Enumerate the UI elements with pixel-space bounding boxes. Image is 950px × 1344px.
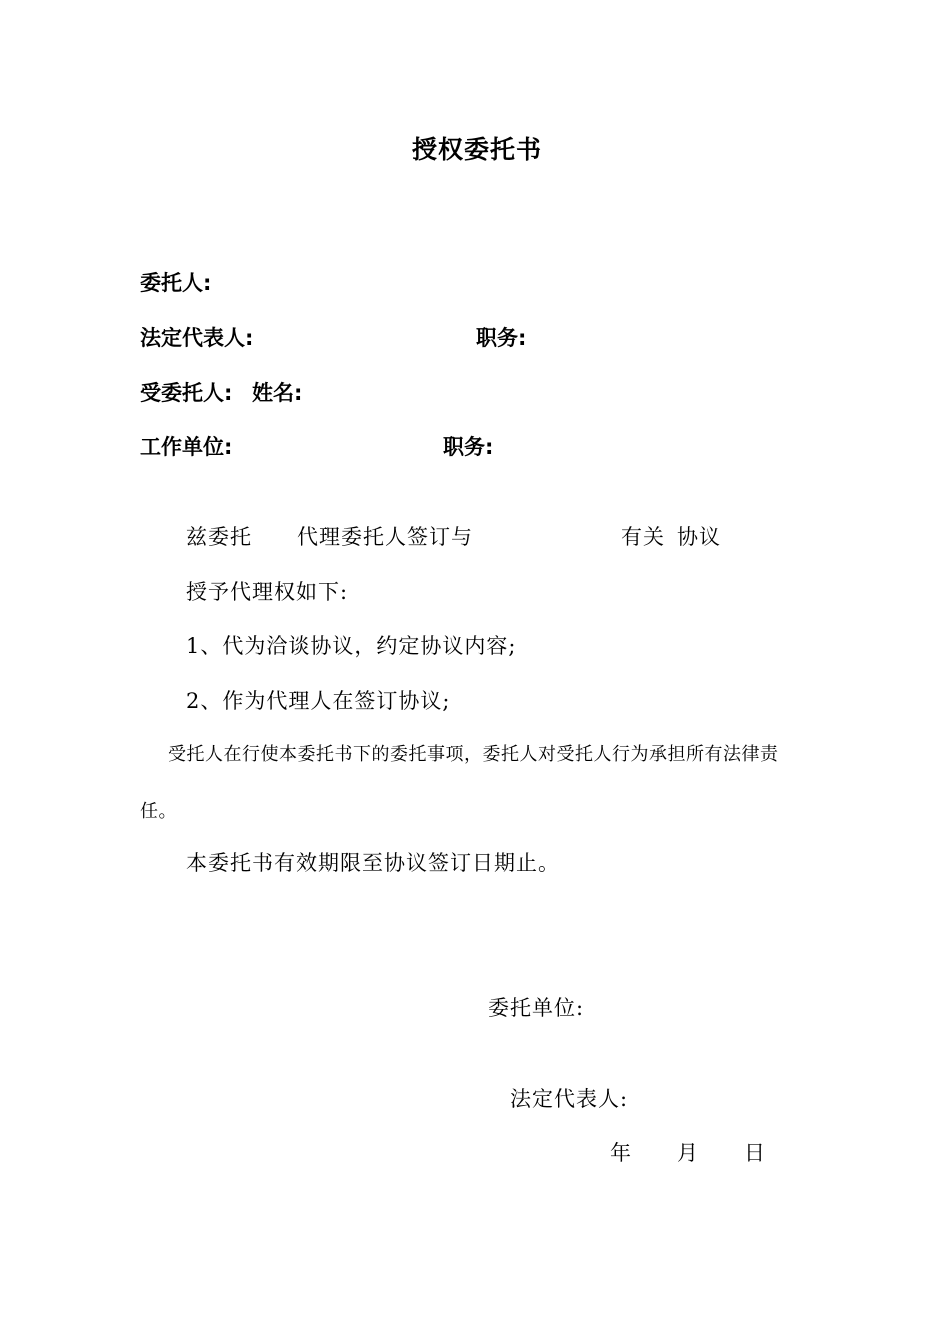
- signature-day: 日: [744, 1141, 766, 1165]
- entrust-text-1: 兹委托: [186, 525, 252, 549]
- entrust-text-4: 协议: [677, 525, 721, 549]
- agent-label: 受委托人:: [140, 381, 233, 405]
- signature-year: 年: [610, 1141, 632, 1165]
- validity-text: 本委托书有效期限至协议签订日期止。: [186, 851, 560, 875]
- power-item-2: 2、作为代理人在签订协议;: [186, 689, 451, 713]
- legal-rep-label: 法定代表人:: [140, 326, 254, 350]
- agent-position-label: 职务:: [443, 435, 494, 459]
- work-unit-label: 工作单位:: [140, 435, 233, 459]
- responsibility-line-2: 任。: [140, 801, 177, 822]
- responsibility-line-1: 受托人在行使本委托书下的委托事项，委托人对受托人行为承担所有法律责: [168, 744, 779, 765]
- entrust-text-3: 有关: [621, 525, 665, 549]
- agent-name-label: 姓名:: [252, 381, 303, 405]
- principal-label: 委托人:: [140, 271, 212, 295]
- grant-text: 授予代理权如下:: [186, 580, 349, 604]
- legal-rep-position-label: 职务:: [476, 326, 527, 350]
- power-item-1: 1、代为洽谈协议，约定协议内容;: [186, 634, 517, 658]
- signature-legal-rep: 法定代表人:: [510, 1087, 629, 1111]
- signature-unit: 委托单位:: [488, 996, 585, 1020]
- signature-month: 月: [677, 1141, 699, 1165]
- document-title: 授权委托书: [412, 135, 543, 164]
- entrust-text-2: 代理委托人签订与: [297, 525, 473, 549]
